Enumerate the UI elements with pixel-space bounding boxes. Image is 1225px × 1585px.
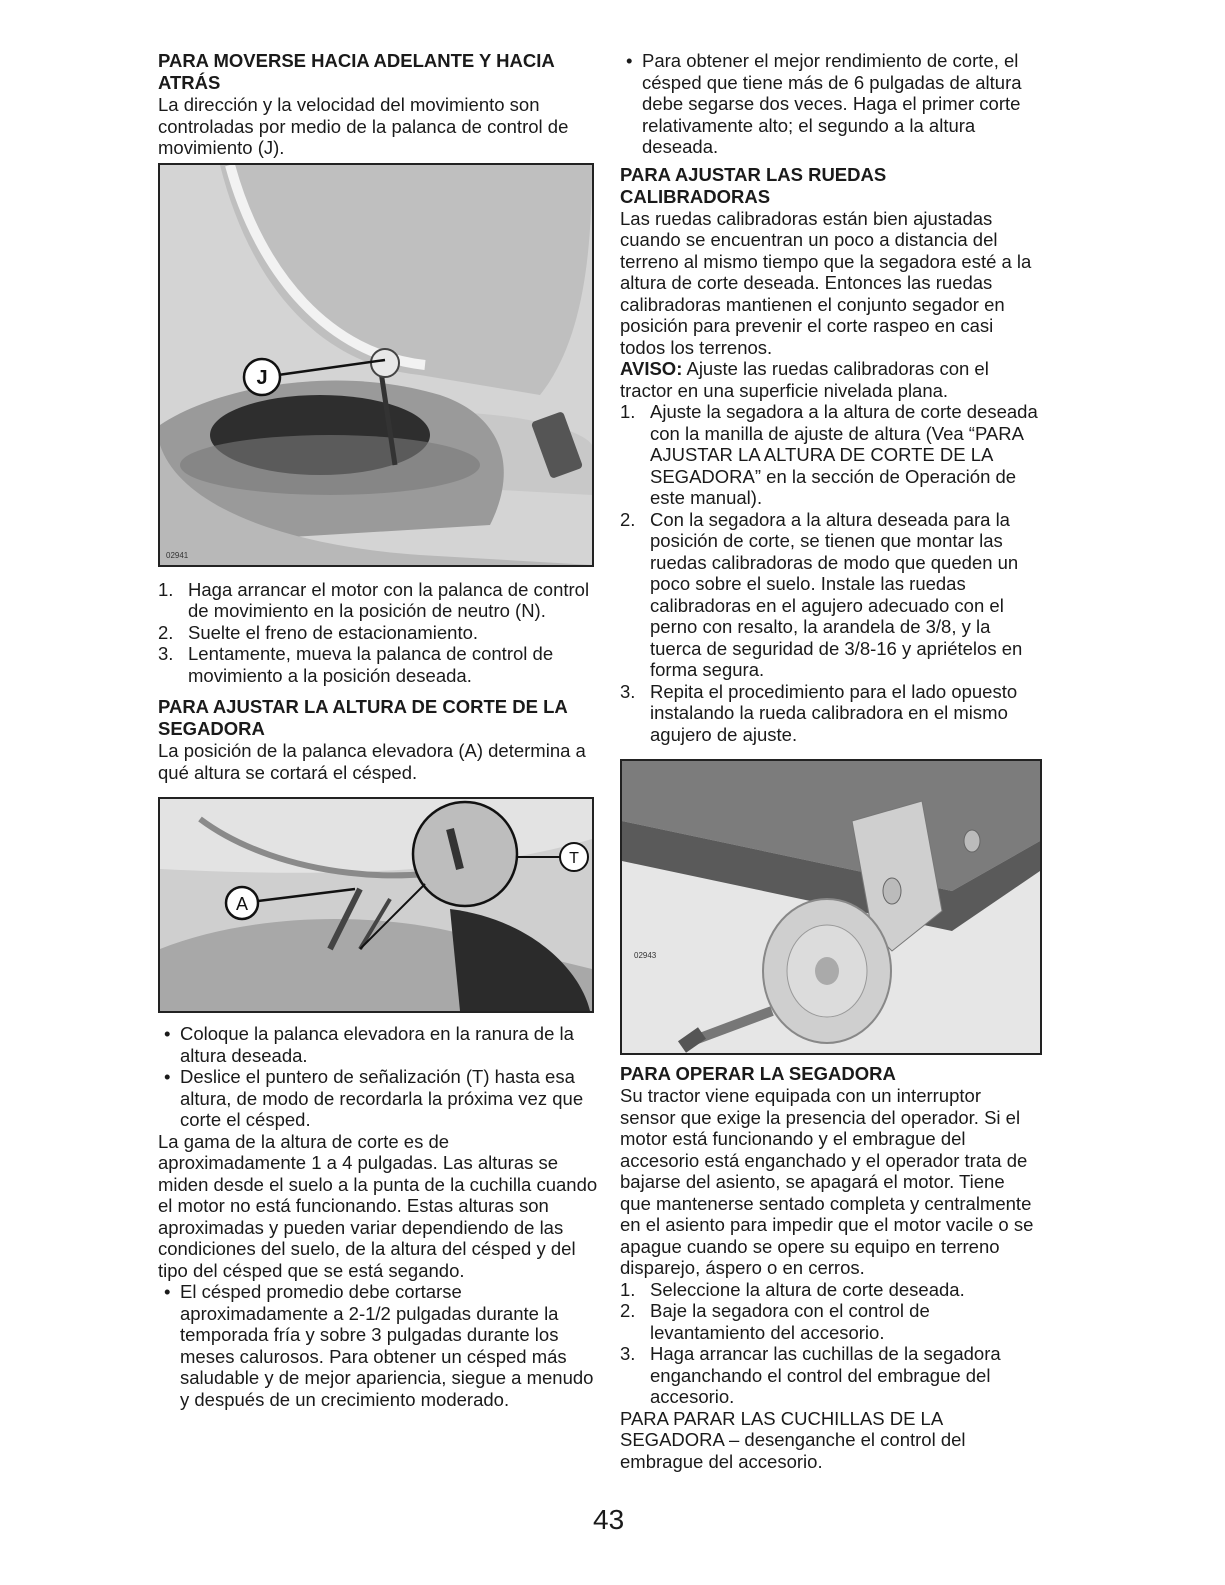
notice-text: Ajuste las ruedas calibradoras con el tractor en una superficie nivelada plana. bbox=[620, 358, 989, 401]
list-item: 3. Repita el procedimiento para el lado opuesto instalando la rueda calibradora en el mismo agujero de ajuste. bbox=[620, 680, 1018, 745]
list-item: 3. Haga arrancar las cuchillas de la segadora enganchando el control del embrague del accesorio. bbox=[620, 1343, 1001, 1407]
list-item: • Deslice el puntero de señalización (T) hasta esa altura, de modo de recordarla la próxima vez que corte el césped. bbox=[164, 1066, 584, 1130]
callout-J: J bbox=[256, 366, 268, 389]
notice bbox=[620, 358, 1040, 401]
list-item: 1. Seleccione la altura de corte deseada. bbox=[620, 1278, 965, 1300]
notice-label: AVISO: bbox=[620, 358, 683, 379]
list-item: 2. Baje la segadora con el control de levantamiento del accesorio. bbox=[620, 1300, 930, 1343]
figure-gauge-wheel-illustration bbox=[622, 761, 1040, 1053]
list-item: 2. Suelte el freno de estacionamiento. bbox=[158, 621, 479, 643]
figure-lift-lever bbox=[158, 797, 594, 1013]
callout-A: A bbox=[235, 894, 249, 914]
list-item: 1. Ajuste la segadora a la altura de corte deseada con la manilla de ajuste de altura (Vea “PARA AJUSTAR LA ALTURA DE CORTE DE LA SEGADORA” en la sección de Operación de este manual). bbox=[620, 401, 1038, 508]
section-heading-cut-height: PARA AJUSTAR LA ALTURA DE CORTE DE LA SEGADORA bbox=[158, 696, 568, 739]
figure-motion-control-illustration bbox=[160, 165, 592, 565]
list-item: • Coloque la palanca elevadora en la ranura de la altura deseada. bbox=[164, 1023, 574, 1066]
list-item: 1. Haga arrancar el motor con la palanca de control de movimiento en la posición de neutro (N). bbox=[158, 578, 590, 621]
figure-gauge-wheel bbox=[620, 759, 1042, 1055]
section-heading-move: PARA MOVERSE HACIA ADELANTE Y HACIA ATRÁS bbox=[158, 50, 555, 93]
figure-motion-control-lever bbox=[158, 163, 594, 567]
figure-code: 02941 bbox=[166, 550, 189, 560]
bullets-lawn-tips bbox=[158, 1281, 598, 1410]
steps-gauge-wheels bbox=[620, 401, 1040, 745]
bullets-top bbox=[620, 50, 1040, 158]
figure-code: 02943 bbox=[634, 951, 657, 960]
list-item: 2. Con la segadora a la altura deseada para la posición de corte, se tienen que montar las ruedas calibradoras de modo que queden un poco sobre el suelo. Instale las ruedas calibradoras en el agujero adecuado con el perno con resalto, la arandela de 3/8, y la tuerca de seguridad de 3/8-16 y apriételos en forma segura. bbox=[620, 508, 1023, 680]
page-number: 43 bbox=[593, 1504, 625, 1535]
figure-lift-lever-illustration bbox=[160, 799, 592, 1011]
list-item: 3. Lentamente, mueva la palanca de control de movimiento a la posición deseada. bbox=[158, 643, 554, 686]
right-column bbox=[620, 50, 1040, 1472]
steps-operate-mower bbox=[620, 1279, 1040, 1408]
section-intro-operate-mower: Su tractor viene equipada con un interruptor sensor que exige la presencia del operador. Si el motor está funcionando y el embrague del accesorio está enganchado y el operador trata de bajarse del asiento, se apagará el motor. Tiene que mantenerse sentado completa y centralmente en el asiento para impedir que el motor vacile o se apague cuando se opere su equipo en terreno disparejo, áspero o en cerros. bbox=[620, 1085, 1034, 1278]
list-item: • Para obtener el mejor rendimiento de corte, el césped que tiene más de 6 pulgadas de altura debe segarse dos veces. Haga el primer corte relativamente alto; el segundo a la altura deseada. bbox=[626, 50, 1022, 157]
left-column bbox=[158, 50, 598, 1410]
list-item: • El césped promedio debe cortarse aproximadamente a 2-1/2 pulgadas durante la temporada fría y sobre 3 pulgadas durante los meses calurosos. Para obtener un césped más saludable y de mejor apariencia, siegue a menudo y después de un crecimiento moderado. bbox=[164, 1281, 594, 1410]
callout-T: T bbox=[569, 850, 579, 867]
paragraph-cut-range: La gama de la altura de corte es de aproximadamente 1 a 4 pulgadas. Las alturas se miden desde el suelo a la punta de la cuchilla cuando el motor no está funcionando. Estas alturas son aproximadas y pueden variar dependiendo de las condiciones del suelo, de la altura del césped y del tipo del césped que se está segando. bbox=[158, 1130, 598, 1281]
section-heading-operate-mower: PARA OPERAR LA SEGADORA bbox=[620, 1063, 896, 1084]
section-heading-gauge-wheels: PARA AJUSTAR LAS RUEDAS CALIBRADORAS bbox=[620, 163, 887, 207]
paragraph-stop-blades: PARA PARAR LAS CUCHILLAS DE LA SEGADORA – desenganche el control del embrague del accesorio. bbox=[620, 1407, 966, 1472]
section-intro-gauge-wheels: Las ruedas calibradoras están bien ajustadas cuando se encuentran un poco a distancia del terreno al mismo tiempo que la segadora esté a la altura de corte deseada. Entonces las ruedas calibradoras mantienen el conjunto segador en posición para prevenir el corte raspeo en casi todos los terrenos. bbox=[620, 207, 1032, 358]
steps-move bbox=[158, 579, 598, 687]
section-intro-move: La dirección y la velocidad del movimiento son controladas por medio de la palanca de control de movimiento (J). bbox=[158, 94, 569, 158]
section-intro-cut-height: La posición de la palanca elevadora (A) determina a qué altura se cortará el césped. bbox=[158, 740, 586, 783]
bullets-cut-height bbox=[158, 1023, 598, 1131]
